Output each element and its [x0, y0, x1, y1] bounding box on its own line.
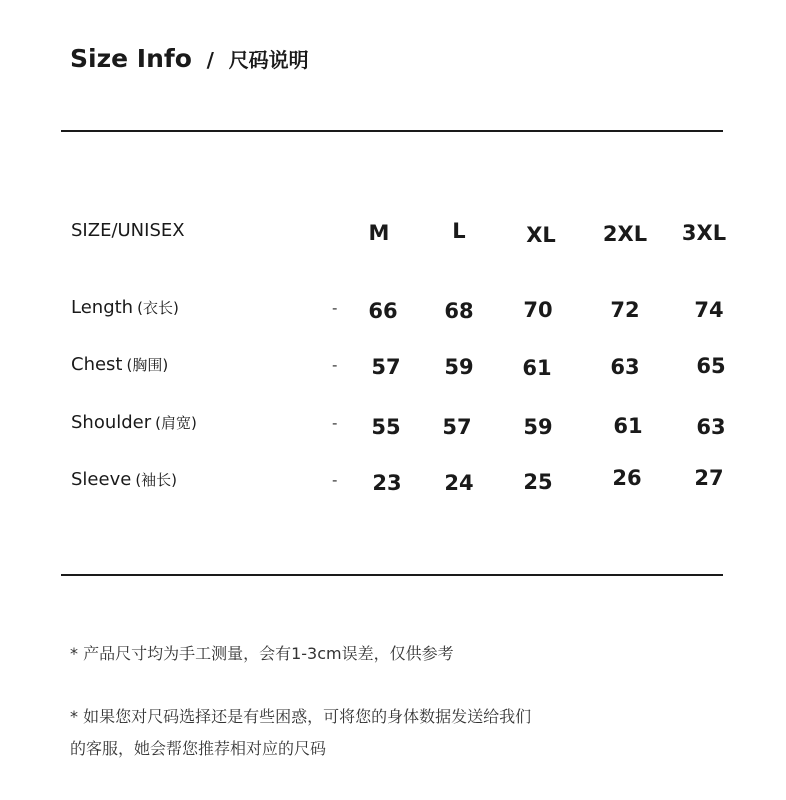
table-cell: 66	[368, 299, 398, 323]
table-cell: 70	[523, 298, 553, 322]
table-cell: 25	[523, 470, 553, 494]
page-title	[70, 44, 309, 73]
row-label-cn: (衣长)	[137, 299, 179, 317]
row-dash: -	[332, 356, 338, 374]
size-header-3xl: 3XL	[681, 221, 727, 245]
size-header-l: L	[452, 219, 466, 243]
row-label-cn: (肩宽)	[155, 414, 197, 432]
row-label-en: Shoulder	[71, 412, 152, 433]
row-label-en: Sleeve	[71, 469, 132, 490]
row-label-en: Chest	[71, 354, 123, 375]
row-label-shoulder	[71, 412, 197, 433]
top-divider	[61, 130, 723, 132]
table-cell: 27	[694, 466, 724, 490]
row-label-cn: (袖长)	[135, 471, 178, 489]
row-dash: -	[332, 414, 338, 432]
note-measurement: * 产品尺寸均为手工测量，会有1-3cm误差，仅供参考	[70, 644, 454, 663]
table-cell: 63	[696, 415, 726, 439]
title-separator: /	[206, 48, 214, 72]
table-cell: 59	[444, 355, 474, 379]
title-main: Size Info	[70, 44, 192, 73]
table-cell: 23	[372, 471, 402, 495]
note-help-line1: * 如果您对尺码选择还是有些困惑，可将您的身体数据发送给我们	[70, 707, 532, 726]
table-cell: 68	[444, 299, 474, 323]
table-cell: 61	[613, 414, 643, 438]
size-header-xl: XL	[526, 223, 556, 247]
table-cell: 63	[610, 355, 640, 379]
size-header-2xl: 2XL	[602, 222, 648, 246]
table-cell: 57	[371, 355, 401, 379]
row-label-chest	[71, 354, 168, 375]
note-help-line2: 的客服，她会帮您推荐相对应的尺码	[70, 739, 327, 758]
table-cell: 55	[371, 415, 401, 439]
bottom-divider	[61, 574, 723, 576]
row-dash: -	[332, 471, 338, 489]
table-cell: 59	[523, 415, 553, 439]
table-cell: 72	[610, 298, 640, 322]
table-cell: 57	[442, 415, 472, 439]
table-cell: 24	[444, 471, 474, 495]
table-cell: 74	[694, 298, 724, 322]
row-dash: -	[332, 299, 338, 317]
row-label-sleeve	[71, 469, 177, 490]
table-cell: 26	[612, 466, 642, 490]
title-sub: 尺码说明	[228, 48, 309, 72]
row-label-en: Length	[71, 297, 134, 318]
row-label-cn: (胸围)	[126, 356, 169, 374]
table-cell: 65	[696, 354, 726, 378]
table-cell: 61	[522, 356, 552, 380]
size-header-m: M	[368, 221, 390, 245]
row-label-length	[71, 297, 179, 318]
size-header-label: SIZE/UNISEX	[71, 220, 185, 241]
